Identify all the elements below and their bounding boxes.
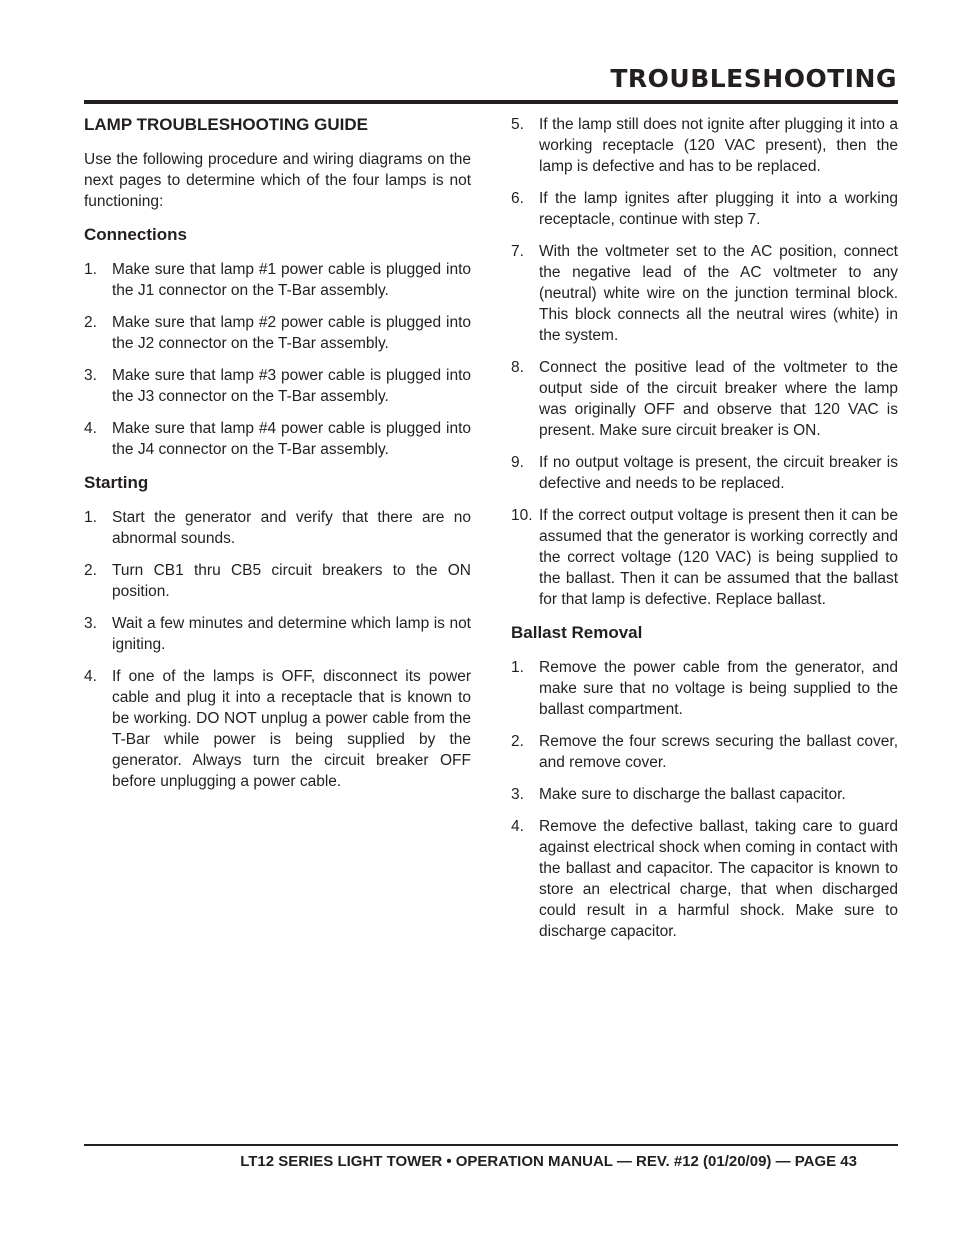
item-text: Remove the four screws securing the ballast cover, and remove cover. [539, 733, 898, 771]
list-item [84, 560, 471, 602]
item-text: Make sure that lamp #3 power cable is plugged into the J3 connector on the T-Bar assembly. [112, 367, 471, 405]
list-item [511, 505, 898, 610]
item-text: Make sure that lamp #1 power cable is plugged into the J1 connector on the T-Bar assembly. [112, 261, 471, 299]
list-item [84, 418, 471, 460]
item-text: Turn CB1 thru CB5 circuit breakers to the ON position. [112, 562, 471, 600]
item-text: Remove the defective ballast, taking care to guard against electrical shock when coming in contact with the ballast and capacitor. The capacitor is known to store an electrical charge, that when discharged could result in a harmful shock. Make sure to discharge capacitor. [539, 818, 898, 940]
ballast-removal-list [511, 657, 898, 942]
left-column [84, 114, 471, 804]
item-number: 9. [511, 454, 524, 471]
item-text: Connect the positive lead of the voltmeter to the output side of the circuit breaker where the lamp was originally OFF and observe that 120 VAC is present. Make sure circuit breaker is ON. [539, 359, 898, 439]
item-number: 1. [511, 659, 524, 676]
item-text: Make sure that lamp #4 power cable is plugged into the J4 connector on the T-Bar assembly. [112, 420, 471, 458]
item-text: If the lamp still does not ignite after plugging it into a working receptacle (120 VAC present), then the lamp is defective and has to be replaced. [539, 116, 898, 175]
item-number: 2. [84, 314, 97, 331]
page-footer: LT12 SERIES LIGHT TOWER • OPERATION MANUAL — REV. #12 (01/20/09) — PAGE 43 [240, 1153, 857, 1170]
item-text: If the correct output voltage is present then it can be assumed that the generator is working correctly and the correct voltage (120 VAC) is being supplied to the ballast. Then it can be assumed that the ballast for that lamp is defective. Replace ballast. [539, 507, 898, 608]
item-text: With the voltmeter set to the AC position, connect the negative lead of the AC voltmeter to any (neutral) white wire on the junction terminal block. This block connects all the neutral wires (white) in the system. [539, 243, 898, 344]
list-item [511, 784, 898, 805]
list-item [511, 452, 898, 494]
header-rule [84, 100, 898, 104]
item-number: 3. [511, 786, 524, 803]
list-item [511, 357, 898, 441]
list-item [511, 241, 898, 346]
item-number: 2. [84, 562, 97, 579]
item-number: 1. [84, 509, 97, 526]
intro-paragraph: Use the following procedure and wiring diagrams on the next pages to determine which of the four lamps is not functioning: [84, 151, 471, 210]
item-text: If no output voltage is present, the circuit breaker is defective and needs to be replaced. [539, 454, 898, 492]
list-item [84, 507, 471, 549]
list-item [511, 657, 898, 720]
right-column [511, 114, 898, 954]
ballast-removal-heading: Ballast Removal [511, 623, 643, 642]
item-number: 3. [84, 615, 97, 632]
page-title: TROUBLESHOOTING [610, 64, 897, 93]
section-heading: LAMP TROUBLESHOOTING GUIDE [84, 115, 368, 134]
item-text: If one of the lamps is OFF, disconnect its power cable and plug it into a receptacle that is known to be working. DO NOT unplug a power cable from the T-Bar while power is being supplied by the generator. Always turn the circuit breaker OFF before unplugging a power cable. [112, 668, 471, 790]
list-item [84, 312, 471, 354]
item-text: Start the generator and verify that there are no abnormal sounds. [112, 509, 471, 547]
connections-heading: Connections [84, 225, 187, 244]
list-item [84, 259, 471, 301]
starting-list-continued [511, 114, 898, 610]
item-number: 4. [84, 420, 97, 437]
item-number: 8. [511, 359, 524, 376]
list-item [84, 666, 471, 792]
item-text: Make sure that lamp #2 power cable is plugged into the J2 connector on the T-Bar assembly. [112, 314, 471, 352]
item-number: 2. [511, 733, 524, 750]
list-item [511, 816, 898, 942]
item-number: 4. [511, 818, 524, 835]
item-text: Make sure to discharge the ballast capacitor. [539, 786, 846, 803]
list-item [511, 114, 898, 177]
item-number: 5. [511, 116, 524, 133]
item-number: 10. [511, 507, 533, 524]
item-text: Remove the power cable from the generator, and make sure that no voltage is being supplied to the ballast compartment. [539, 659, 898, 718]
item-number: 3. [84, 367, 97, 384]
footer-rule [84, 1144, 898, 1146]
list-item [511, 731, 898, 773]
item-text: If the lamp ignites after plugging it into a working receptacle, continue with step 7. [539, 190, 898, 228]
list-item [511, 188, 898, 230]
item-number: 4. [84, 668, 97, 685]
starting-heading: Starting [84, 473, 149, 492]
list-item [84, 365, 471, 407]
starting-list [84, 507, 471, 792]
item-number: 7. [511, 243, 524, 260]
connections-list [84, 259, 471, 460]
item-text: Wait a few minutes and determine which lamp is not igniting. [112, 615, 471, 653]
item-number: 6. [511, 190, 524, 207]
list-item [84, 613, 471, 655]
item-number: 1. [84, 261, 97, 278]
